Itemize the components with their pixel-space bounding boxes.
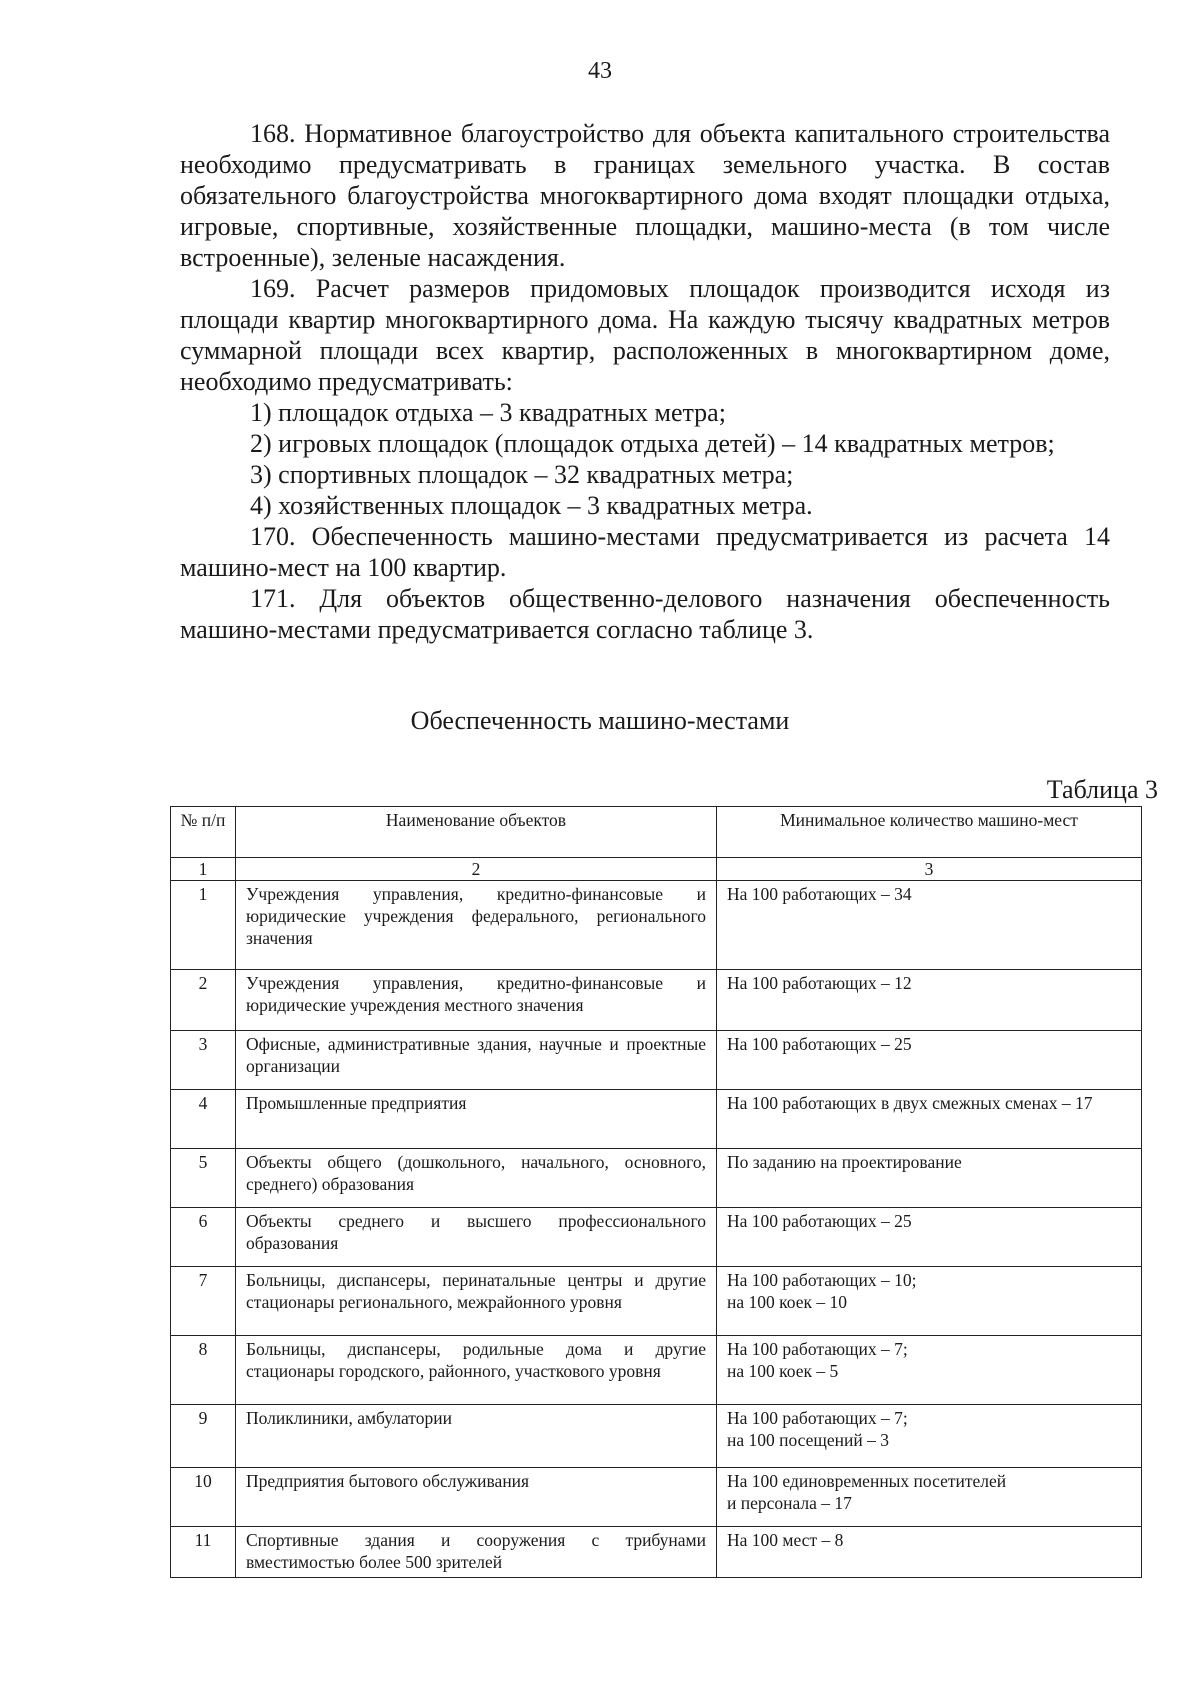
paragraph-171: 171. Для объектов общественно-делового назначения обеспеченность машино-местами предусматривается согласно таблице 3. xyxy=(180,584,1110,644)
header-name: Наименование объектов xyxy=(236,807,717,858)
row-name: Промышленные предприятия xyxy=(236,1090,717,1149)
row-num: 1 xyxy=(171,881,236,970)
row-num: 8 xyxy=(171,1336,236,1405)
row-min: По заданию на проектирование xyxy=(717,1149,1142,1208)
row-min xyxy=(717,1405,1142,1468)
row-min: На 100 работающих – 12 xyxy=(717,970,1142,1031)
row-min: На 100 мест – 8 xyxy=(717,1527,1142,1578)
row-name: Объекты общего (дошкольного, начального, основного, среднего) образования xyxy=(236,1149,717,1208)
row-num: 2 xyxy=(171,970,236,1031)
list-item: 4) хозяйственных площадок – 3 квадратных метра. xyxy=(250,491,813,520)
row-min-line: На 100 работающих – 7; xyxy=(727,1408,908,1428)
row-min-line: на 100 коек – 10 xyxy=(727,1292,847,1312)
row-min-line: На 100 работающих – 10; xyxy=(727,1270,917,1290)
row-min: На 100 работающих – 25 xyxy=(717,1031,1142,1090)
row-min: На 100 работающих в двух смежных сменах – 17 xyxy=(717,1090,1142,1149)
row-min-line: на 100 посещений – 3 xyxy=(727,1430,890,1450)
column-number: 1 xyxy=(171,858,236,881)
row-num: 9 xyxy=(171,1405,236,1468)
table-row xyxy=(171,1336,1142,1405)
row-min-line: На 100 единовременных посетителей xyxy=(727,1471,1007,1491)
paragraph-169: 169. Расчет размеров придомовых площадок производится исходя из площади квартир многоквартирного дома. На каждую тысячу квадратных метров суммарной площади всех квартир, расположенных в многоквартирном доме, необходимо предусматривать: xyxy=(180,274,1110,396)
column-number-row xyxy=(171,858,1142,881)
table-row xyxy=(171,1405,1142,1468)
row-num: 4 xyxy=(171,1090,236,1149)
row-name: Спортивные здания и сооружения с трибунами вместимостью более 500 зрителей xyxy=(236,1527,717,1578)
table-row xyxy=(171,1090,1142,1149)
table-row xyxy=(171,1031,1142,1090)
row-num: 10 xyxy=(171,1468,236,1527)
table-row xyxy=(171,1267,1142,1336)
row-min-line: и персонала – 17 xyxy=(727,1493,852,1513)
table-row xyxy=(171,1149,1142,1208)
row-min-line: на 100 коек – 5 xyxy=(727,1361,839,1381)
row-num: 6 xyxy=(171,1208,236,1267)
table-row xyxy=(171,1527,1142,1578)
header-num: № п/п xyxy=(171,807,236,858)
row-min: На 100 работающих – 34 xyxy=(717,881,1142,970)
row-num: 5 xyxy=(171,1149,236,1208)
row-num: 7 xyxy=(171,1267,236,1336)
table-row xyxy=(171,1468,1142,1527)
page-number: 43 xyxy=(588,58,612,84)
row-name: Поликлиники, амбулатории xyxy=(236,1405,717,1468)
row-min xyxy=(717,1468,1142,1527)
row-num: 11 xyxy=(171,1527,236,1578)
row-name: Учреждения управления, кредитно-финансовые и юридические учреждения местного значения xyxy=(236,970,717,1031)
table-header-row xyxy=(171,807,1142,858)
column-number: 2 xyxy=(236,858,717,881)
row-name: Больницы, диспансеры, родильные дома и другие стационары городского, районного, участкового уровня xyxy=(236,1336,717,1405)
row-name: Предприятия бытового обслуживания xyxy=(236,1468,717,1527)
table-label: Таблица 3 xyxy=(1046,775,1158,804)
column-number: 3 xyxy=(717,858,1142,881)
row-name: Учреждения управления, кредитно-финансовые и юридические учреждения федерального, регионального значения xyxy=(236,881,717,970)
row-name: Объекты среднего и высшего профессионального образования xyxy=(236,1208,717,1267)
body-text xyxy=(180,118,1110,645)
header-min: Минимальное количество машино-мест xyxy=(717,807,1142,858)
list-item: 3) спортивных площадок – 32 квадратных метра; xyxy=(250,460,794,489)
list-item: 1) площадок отдыха – 3 квадратных метра; xyxy=(250,398,726,427)
table-row xyxy=(171,881,1142,970)
row-name: Офисные, административные здания, научные и проектные организации xyxy=(236,1031,717,1090)
paragraph-170: 170. Обеспеченность машино-местами предусматривается из расчета 14 машино-мест на 100 квартир. xyxy=(180,522,1110,582)
row-num: 3 xyxy=(171,1031,236,1090)
row-name: Больницы, диспансеры, перинатальные центры и другие стационары регионального, межрайонного уровня xyxy=(236,1267,717,1336)
parking-table xyxy=(170,806,1142,1578)
row-min: На 100 работающих – 25 xyxy=(717,1208,1142,1267)
row-min-line: На 100 работающих – 7; xyxy=(727,1339,908,1359)
row-min xyxy=(717,1336,1142,1405)
paragraph-168: 168. Нормативное благоустройство для объекта капитального строительства необходимо предусматривать в границах земельного участка. В состав обязательного благоустройства многоквартирного дома входят площадки отдыха, игровые, спортивные, хозяйственные площадки, машино-места (в том числе встроенные), зеленые насаждения. xyxy=(180,119,1110,272)
table-title: Обеспеченность машино-местами xyxy=(410,706,790,735)
table-row xyxy=(171,1208,1142,1267)
list-item: 2) игровых площадок (площадок отдыха детей) – 14 квадратных метров; xyxy=(250,429,1055,458)
table-row xyxy=(171,970,1142,1031)
row-min xyxy=(717,1267,1142,1336)
